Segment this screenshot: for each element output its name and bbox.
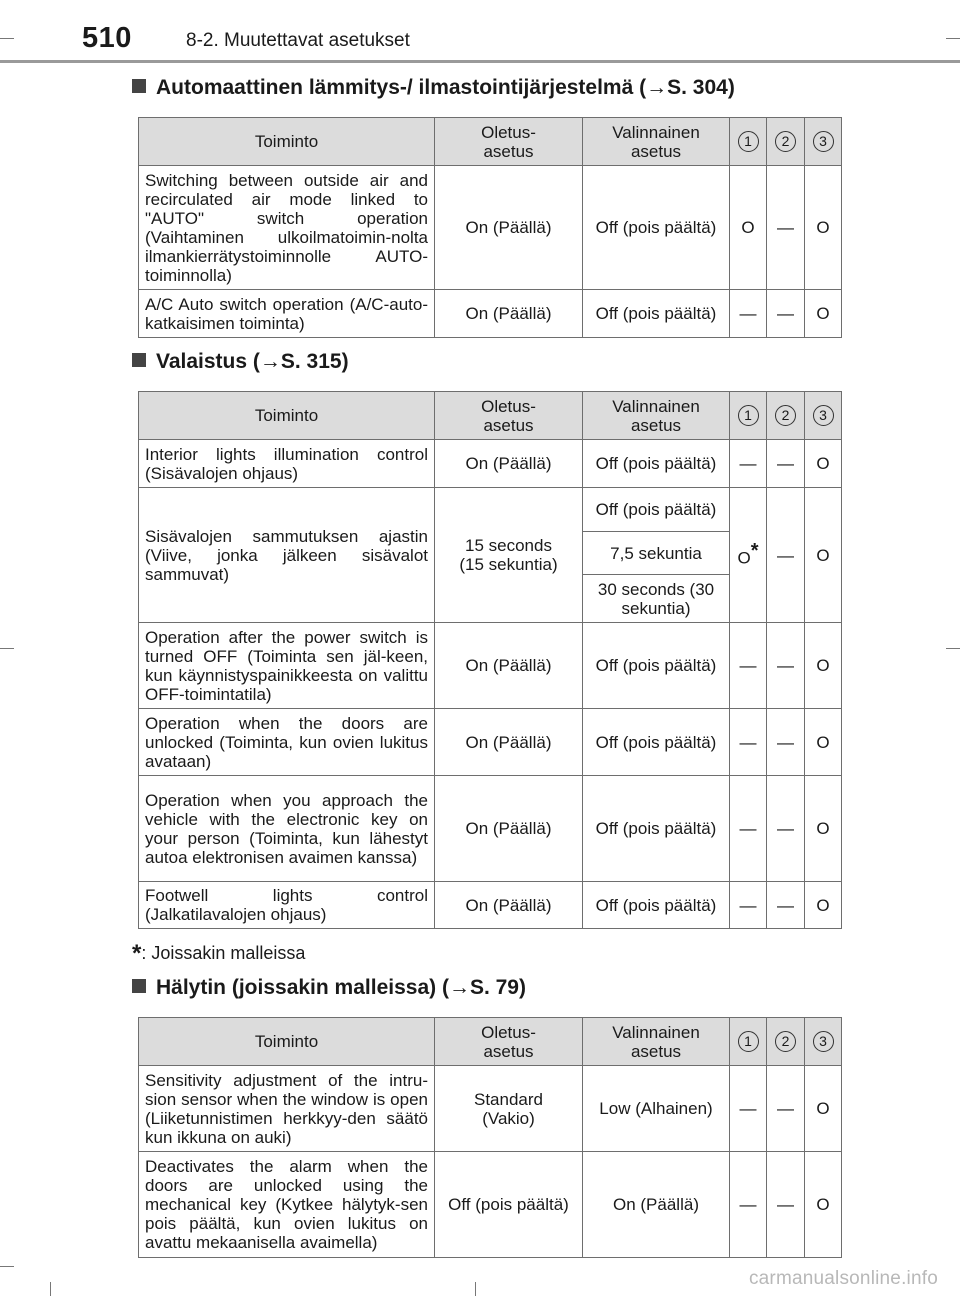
watermark: carmanualsonline.info xyxy=(748,1268,938,1289)
crop-mark xyxy=(50,1282,51,1296)
chapter-title: 8-2. Muutettavat asetukset xyxy=(186,30,410,51)
square-bullet-icon xyxy=(132,79,146,93)
method-3-cell: O xyxy=(805,440,842,488)
default-cell: On (Päällä) xyxy=(435,776,583,882)
method-3-cell: O xyxy=(805,776,842,882)
method-1-cell: — xyxy=(730,623,767,709)
optional-cell: Off (pois päältä) xyxy=(583,776,730,882)
table-row xyxy=(139,166,842,290)
square-bullet-icon xyxy=(132,353,146,367)
circled-number-2-icon: 2 xyxy=(775,1031,796,1052)
optional-cell: Off (pois päältä) xyxy=(583,623,730,709)
optional-cell: Off (pois päältä) xyxy=(583,882,730,929)
table-row xyxy=(139,488,842,532)
method-2-cell: — xyxy=(767,166,805,290)
col-header-method-2 xyxy=(767,118,805,166)
method-2-cell: — xyxy=(767,623,805,709)
method-2-cell: — xyxy=(767,1152,805,1258)
col-header-optional: Valinnainen asetus xyxy=(583,1018,730,1066)
table-row xyxy=(139,440,842,488)
crop-mark xyxy=(0,38,14,39)
method-2-cell: — xyxy=(767,1066,805,1152)
default-cell: Off (pois päältä) xyxy=(435,1152,583,1258)
default-cell: On (Päällä) xyxy=(435,709,583,776)
optional-cell: 30 seconds (30 sekuntia) xyxy=(583,575,730,623)
method-2-cell: — xyxy=(767,882,805,929)
col-header-method-3 xyxy=(805,118,842,166)
crop-mark xyxy=(0,648,14,649)
method-3-cell: O xyxy=(805,166,842,290)
table-row xyxy=(139,623,842,709)
col-header-method-3 xyxy=(805,1018,842,1066)
function-cell: Footwell lights control (Jalkatilavalojen ohjaus) xyxy=(139,882,435,929)
crop-mark xyxy=(0,1266,14,1267)
function-cell: Operation when you approach the vehicle with the electronic key on your person (Toiminta, kun lähestyt autoa elektronisen avaimen kanssa) xyxy=(139,776,435,882)
crop-mark xyxy=(475,1282,476,1296)
optional-cell: Off (pois päältä) xyxy=(583,290,730,338)
table-row xyxy=(139,290,842,338)
default-cell: 15 seconds (15 sekuntia) xyxy=(435,488,583,623)
optional-cell: Low (Alhainen) xyxy=(583,1066,730,1152)
default-cell: On (Päällä) xyxy=(435,290,583,338)
crop-mark xyxy=(946,38,960,39)
method-2-cell: — xyxy=(767,290,805,338)
table-alarm xyxy=(138,1017,842,1258)
method-3-cell: O xyxy=(805,290,842,338)
function-cell: Sisävalojen sammutuksen ajastin (Viive, jonka jälkeen sisävalot sammuvat) xyxy=(139,488,435,623)
optional-cell: Off (pois päältä) xyxy=(583,166,730,290)
col-header-default: Oletus- asetus xyxy=(435,392,583,440)
header-rule xyxy=(0,60,960,63)
col-header-method-1 xyxy=(730,118,767,166)
table-row xyxy=(139,776,842,882)
method-1-cell: — xyxy=(730,709,767,776)
method-1-cell: O xyxy=(730,166,767,290)
function-cell: Operation when the doors are unlocked (Toiminta, kun ovien lukitus avataan) xyxy=(139,709,435,776)
footnote-marker: * xyxy=(132,940,142,967)
function-cell: Interior lights illumination control (Sisävalojen ohjaus) xyxy=(139,440,435,488)
method-3-cell: O xyxy=(805,1066,842,1152)
col-header-optional: Valinnainen asetus xyxy=(583,392,730,440)
page-header xyxy=(0,0,960,62)
function-cell: Operation after the power switch is turned OFF (Toiminta sen jäl-keen, kun käynnistyspainikkeesta on valittu OFF-toimintatila) xyxy=(139,623,435,709)
method-3-cell: O xyxy=(805,1152,842,1258)
circled-number-3-icon: 3 xyxy=(813,1031,834,1052)
table-row xyxy=(139,709,842,776)
method-3-cell: O xyxy=(805,488,842,623)
method-2-cell: — xyxy=(767,488,805,623)
footnote-marker: * xyxy=(750,540,759,563)
method-1-cell: — xyxy=(730,776,767,882)
method-1-cell: O* xyxy=(730,488,767,623)
crop-mark xyxy=(946,648,960,649)
method-3-cell: O xyxy=(805,709,842,776)
method-1-cell: — xyxy=(730,882,767,929)
col-header-default: Oletus- asetus xyxy=(435,118,583,166)
section-title-alarm: Hälytin (joissakin malleissa) (→S. 79) xyxy=(132,976,526,1000)
method-3-cell: O xyxy=(805,623,842,709)
method-3-cell: O xyxy=(805,882,842,929)
method-2-cell: — xyxy=(767,709,805,776)
method-2-cell: — xyxy=(767,440,805,488)
default-cell: Standard (Vakio) xyxy=(435,1066,583,1152)
table-header-row xyxy=(139,392,842,440)
table-row xyxy=(139,1066,842,1152)
section-title-climate: Automaattinen lämmitys-/ ilmastointijärjestelmä (→S. 304) xyxy=(132,76,735,100)
method-2-cell: — xyxy=(767,776,805,882)
function-cell: A/C Auto switch operation (A/C-auto-katkaisimen toiminta) xyxy=(139,290,435,338)
default-cell: On (Päällä) xyxy=(435,623,583,709)
table-header-row xyxy=(139,118,842,166)
section-title-lighting: Valaistus (→S. 315) xyxy=(132,350,349,374)
optional-cell: 7,5 sekuntia xyxy=(583,532,730,575)
function-cell: Deactivates the alarm when the doors are unlocked using the mechanical key (Kytkee hälytyk-sen pois päältä, kun ovien lukitus on avattu mekaanisella avaimella) xyxy=(139,1152,435,1258)
table-lighting xyxy=(138,391,842,929)
col-header-optional: Valinnainen asetus xyxy=(583,118,730,166)
default-cell: On (Päällä) xyxy=(435,440,583,488)
square-bullet-icon xyxy=(132,979,146,993)
col-header-method-2 xyxy=(767,1018,805,1066)
table-row xyxy=(139,1152,842,1258)
col-header-function: Toiminto xyxy=(139,1018,435,1066)
circled-number-1-icon: 1 xyxy=(738,405,759,426)
col-header-method-3 xyxy=(805,392,842,440)
table-climate xyxy=(138,117,842,338)
col-header-method-1 xyxy=(730,392,767,440)
default-cell: On (Päällä) xyxy=(435,882,583,929)
default-cell: On (Päällä) xyxy=(435,166,583,290)
method-1-cell: — xyxy=(730,440,767,488)
optional-cell: Off (pois päältä) xyxy=(583,488,730,532)
col-header-function: Toiminto xyxy=(139,118,435,166)
method-1-cell: — xyxy=(730,1066,767,1152)
method-1-cell: — xyxy=(730,290,767,338)
function-cell: Switching between outside air and recirculated air mode linked to "AUTO" switch operation (Vaihtaminen ulkoilmatoimin-nolta ilmankierrätystoiminnolle AUTO-toiminnolla) xyxy=(139,166,435,290)
table-header-row xyxy=(139,1018,842,1066)
footnote-text: : Joissakin malleissa xyxy=(141,943,306,963)
optional-cell: Off (pois päältä) xyxy=(583,709,730,776)
circled-number-1-icon: 1 xyxy=(738,131,759,152)
circled-number-3-icon: 3 xyxy=(813,405,834,426)
method-1-cell: — xyxy=(730,1152,767,1258)
circled-number-2-icon: 2 xyxy=(775,131,796,152)
optional-cell: On (Päällä) xyxy=(583,1152,730,1258)
page-number: 510 xyxy=(82,22,132,54)
circled-number-1-icon: 1 xyxy=(738,1031,759,1052)
function-cell: Sensitivity adjustment of the intru-sion sensor when the window is open (Liiketunnistimen herkkyy-den säätö kun ikkuna on auki) xyxy=(139,1066,435,1152)
circled-number-2-icon: 2 xyxy=(775,405,796,426)
col-header-default: Oletus- asetus xyxy=(435,1018,583,1066)
col-header-method-2 xyxy=(767,392,805,440)
table-row xyxy=(139,882,842,929)
optional-cell: Off (pois päältä) xyxy=(583,440,730,488)
col-header-method-1 xyxy=(730,1018,767,1066)
footnote xyxy=(132,940,305,968)
col-header-function: Toiminto xyxy=(139,392,435,440)
circled-number-3-icon: 3 xyxy=(813,131,834,152)
